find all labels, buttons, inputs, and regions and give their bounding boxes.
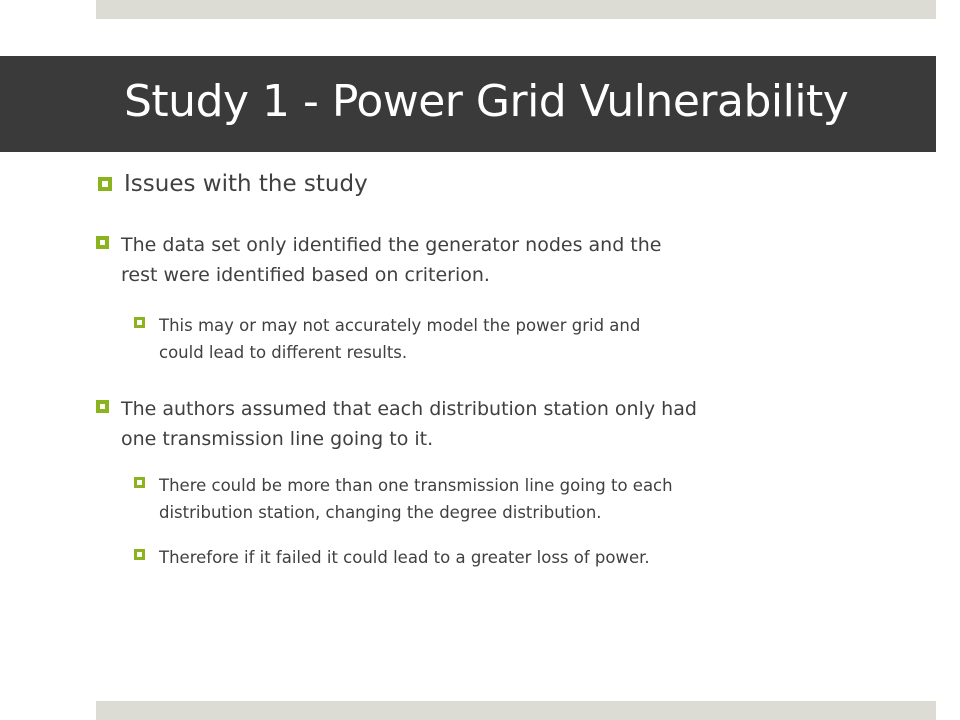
bullet-more-lines xyxy=(134,472,673,526)
square-bullet-icon xyxy=(134,317,145,328)
slide-title: Study 1 - Power Grid Vulnerability xyxy=(124,76,849,127)
square-bullet-icon xyxy=(134,477,145,488)
top-decorative-band xyxy=(96,0,936,19)
bullet-loss-of-power xyxy=(134,544,650,571)
square-bullet-icon xyxy=(134,549,145,560)
square-bullet-icon xyxy=(98,177,112,191)
bullet-issues xyxy=(98,168,368,200)
square-bullet-icon xyxy=(96,400,109,413)
bullet-text: The data set only identified the generator nodes and the rest were identified based on criterion. xyxy=(121,234,662,286)
bullet-text: Issues with the study xyxy=(124,171,368,197)
bullet-authors-assumed xyxy=(96,394,697,454)
bullet-text: There could be more than one transmission line going to each distribution station, changing the degree distribution. xyxy=(159,476,673,522)
bullet-model-accuracy xyxy=(134,312,640,366)
bullet-text: The authors assumed that each distribution station only had one transmission line going to it. xyxy=(121,398,697,450)
bullet-text: Therefore if it failed it could lead to a greater loss of power. xyxy=(159,548,650,567)
bottom-decorative-band xyxy=(96,701,936,720)
bullet-text: This may or may not accurately model the power grid and could lead to different results. xyxy=(159,316,641,362)
square-bullet-icon xyxy=(96,236,109,249)
bullet-data-set xyxy=(96,230,661,290)
